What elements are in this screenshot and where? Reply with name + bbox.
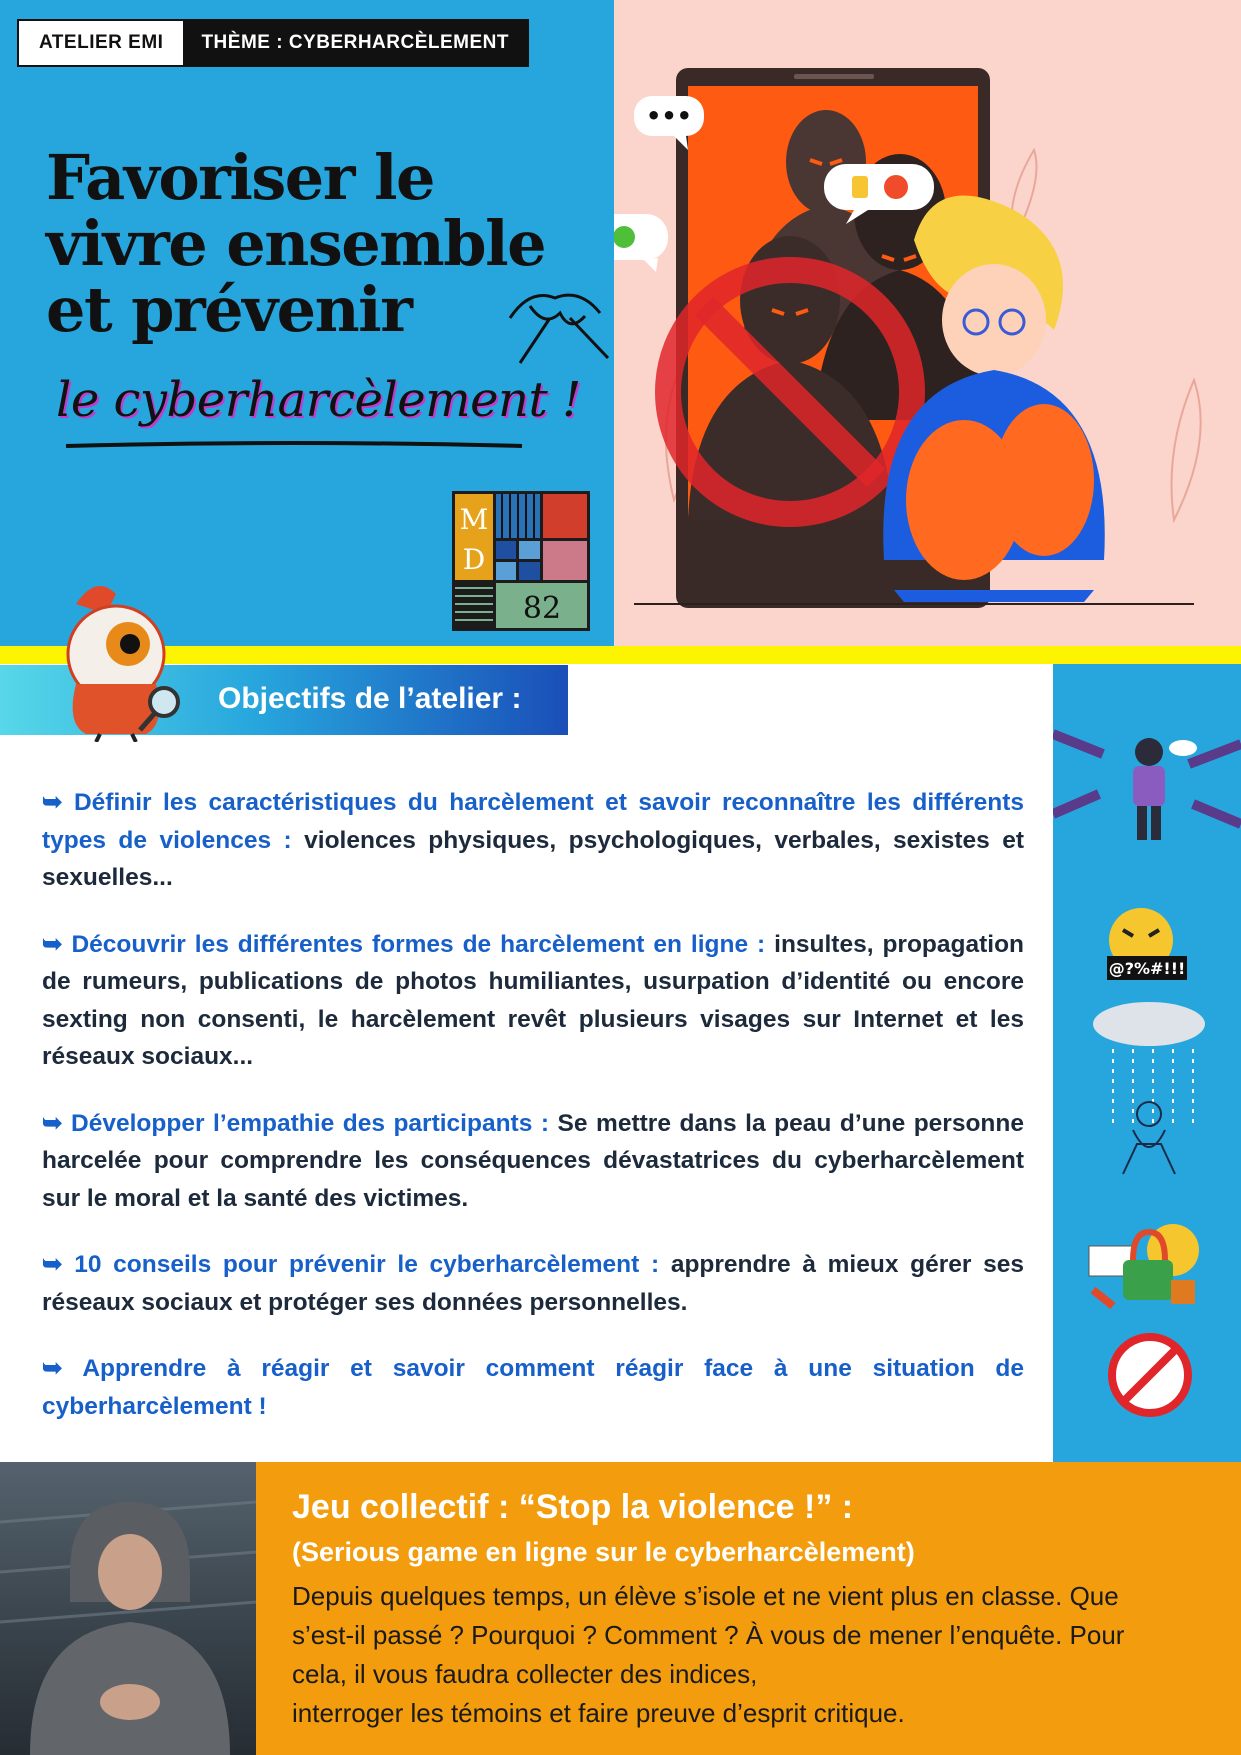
- objective-lead-1: ➥ Définir les caractéristiques du harcèlement et savoir reconnaître les différents types de violences :: [42, 789, 1024, 854]
- objective-item-5: [42, 1350, 1024, 1425]
- game-title: Jeu collectif : “Stop la violence !” :: [292, 1488, 854, 1526]
- objective-body-1: violences physiques, psychologiques, verbales, sexistes et sexuelles...: [42, 826, 1024, 891]
- logo-letter-d: D: [462, 543, 486, 576]
- objective-body-4: apprendre à mieux gérer ses réseaux sociaux et protéger ses données personnelles.: [42, 1251, 1024, 1316]
- title-line-2: vivre ensemble: [46, 207, 546, 280]
- ban-icon: [1105, 1330, 1195, 1420]
- handshake-icon: [500, 258, 612, 368]
- objective-lead-5: ➥ Apprendre à réagir et savoir comment réagir face à une situation de cyberharcèlement !: [42, 1355, 1024, 1420]
- eye-detective-icon: [36, 574, 196, 742]
- atelier-tag: ATELIER EMI: [19, 21, 183, 65]
- data-lock-icon: [1053, 1210, 1241, 1320]
- angry-emoji-icon: [1101, 908, 1211, 988]
- objectives-heading: Objectifs de l’atelier :: [218, 682, 522, 715]
- header-illustration-panel: [614, 0, 1241, 646]
- title-line-3: et prévenir: [46, 273, 412, 346]
- title-line-1: Favoriser le: [46, 141, 434, 214]
- objective-body-3: Se mettre dans la peau d’une personne harcelée pour comprendre les conséquences dévastatrices du cyberharcèlement sur le moral et la santé des victimes.: [42, 1109, 1024, 1212]
- objective-item-1: [42, 784, 1024, 897]
- logo-letter-m: M: [459, 503, 489, 536]
- objectives-list: [42, 784, 1024, 1454]
- swear-text: @?%#!!!: [1108, 959, 1186, 978]
- objective-body-2: insultes, propagation de rumeurs, publications de photos humiliantes, usurpation d’identité ou encore sexting non consenti, le harcèlement revêt plusieurs visages sur Internet et les réseaux sociaux...: [42, 930, 1025, 1070]
- chat-bubble-dots: •••: [645, 102, 693, 130]
- game-line-4: interroger les témoins et faire preuve d’esprit critique.: [292, 1698, 905, 1728]
- objective-item-2: [42, 926, 1024, 1076]
- game-line-3: cela, il vous faudra collecter des indices,: [292, 1659, 758, 1689]
- pointing-fingers-icon: [1053, 724, 1241, 854]
- title-script: le cyberharcèlement !: [56, 372, 581, 428]
- theme-tag: [17, 19, 529, 67]
- title-underline: [64, 438, 524, 452]
- objective-item-4: [42, 1246, 1024, 1321]
- objective-lead-3: ➥ Développer l’empathie des participants :: [42, 1109, 550, 1137]
- hooded-teen-photo: [0, 1462, 256, 1755]
- page-title: [46, 141, 566, 346]
- objective-item-3: [42, 1105, 1024, 1218]
- side-illustrations-column: [1053, 664, 1241, 1462]
- game-line-2: s’est-il passé ? Pourquoi ? Comment ? À vous de mener l’enquête. Pour: [292, 1620, 1125, 1650]
- game-line-1: Depuis quelques temps, un élève s’isole et ne vient plus en classe. Que: [292, 1581, 1119, 1611]
- md82-logo: [452, 491, 590, 631]
- game-description: [292, 1577, 1212, 1733]
- objective-lead-4: ➥ 10 conseils pour prévenir le cyberharcèlement :: [42, 1251, 660, 1278]
- hooded-teen-icon: [0, 1462, 256, 1755]
- objective-lead-2: ➥ Découvrir les différentes formes de harcèlement en ligne :: [42, 930, 766, 958]
- sad-rain-figure-icon: [1053, 994, 1241, 1194]
- cyberbullying-illustration: [614, 0, 1241, 646]
- logo-number: 82: [522, 591, 562, 626]
- game-subtitle: (Serious game en ligne sur le cyberharcèlement): [292, 1537, 915, 1567]
- theme-label: THÈME : CYBERHARCÈLEMENT: [183, 21, 527, 65]
